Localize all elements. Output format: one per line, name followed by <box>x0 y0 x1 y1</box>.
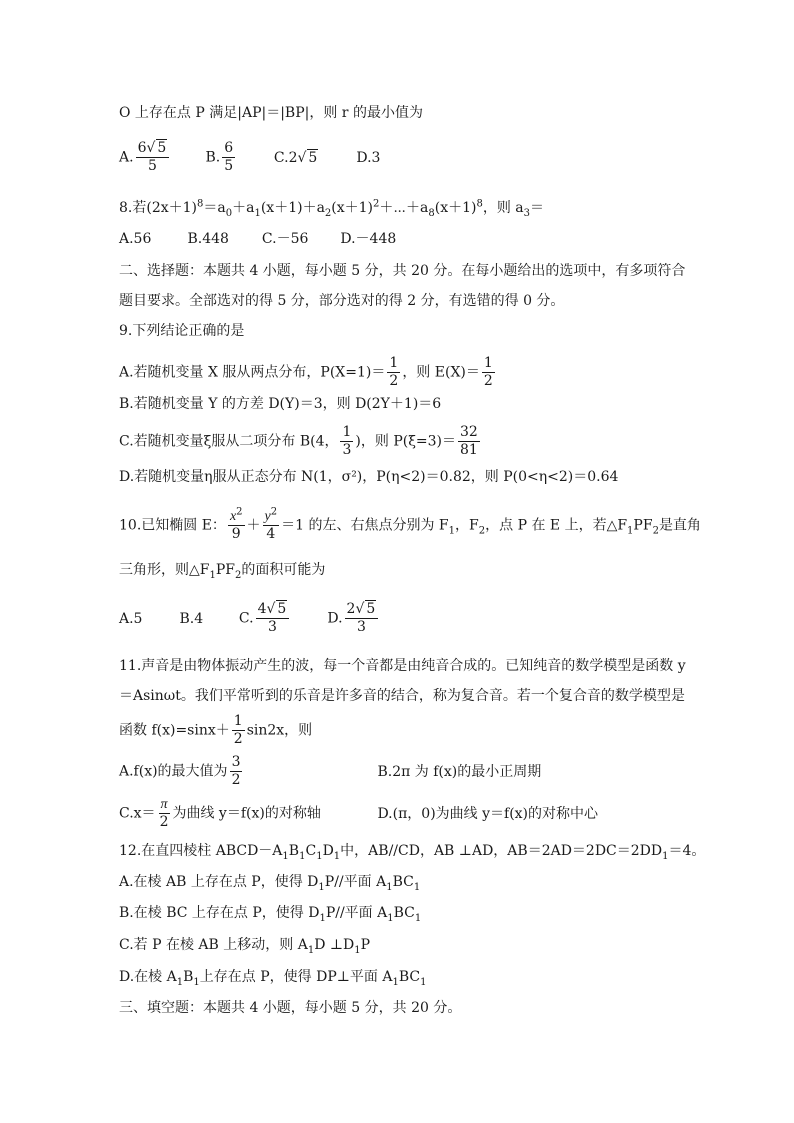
q11-option-a: A.f(x)的最大值为 $\frac{3}{2}$ <box>119 754 241 788</box>
q7-option-d: D.3 <box>356 149 381 166</box>
q11-option-c: C.x＝ $\frac{\pi}{2}$ 为曲线 y＝f(x)的对称轴 <box>119 797 321 830</box>
q9-stem: 9.下列结论正确的是 <box>119 323 245 339</box>
q11-options-ab <box>119 754 541 789</box>
q8-stem: 8.若$(2x+1)^8=a_0+a_1(x+1)+a_2(x+1)^2+\cdots+a_8(x+1)^8$，则 $a_3=$ <box>119 198 545 219</box>
q9-option-a: A.若随机变量 X 服从两点分布，P(X=1)＝ $\frac{1}{2}$ ，则 E(X)＝ $\frac{1}{2}$ <box>119 355 493 389</box>
q11-line3: 函数 f(x)=sinx＋ $\frac{1}{2}$ sin2x，则 <box>119 713 313 747</box>
q9-option-c: C.若随机变量ξ服从二项分布 B(4， $\frac{1}{3}$ )，则 P(ξ=3)＝ $\frac{32}{81}$ <box>119 424 478 458</box>
q10-stem-line2: 三角形，则$\triangle F_1PF_2$的面积可能为 <box>119 562 326 581</box>
q10-stem: 10.已知椭圆 E： $\frac{x^2}{9}$ ＋ $\frac{y^2}{4}$ ＝1 的左、右焦点分别为 $F_1$，$F_2$，点 P 在 E 上，若$\triangle F_1PF_2$是直角 <box>119 506 701 542</box>
q8-option-c: C.－56 <box>261 231 309 247</box>
q10-options <box>119 601 380 636</box>
section2-line2: 题目要求。全部选对的得 5 分，部分选对的得 2 分，有选错的得 0 分。 <box>119 293 565 309</box>
q11-option-d: D.(π，0)为曲线 y＝f(x)的对称中心 <box>377 805 599 822</box>
q12-option-d: D.在棱 $A_1B_1$上存在点 P，使得 DP⊥平面 $A_1BC_1$ <box>119 969 427 988</box>
q8-options <box>119 229 396 249</box>
q7-option-a: A. $\frac{6√ 5}{5}$ <box>119 140 201 175</box>
q7-options <box>119 140 380 175</box>
q8-option-b: B.448 <box>187 231 229 247</box>
q12-option-b: B.在棱 BC 上存在点 P，使得 $D_1P//$平面 $A_1BC_1$ <box>119 905 422 924</box>
q12-option-a: A.在棱 AB 上存在点 P，使得 $D_1P//$平面 $A_1BC_1$ <box>119 874 421 893</box>
q12-stem: 12.在直四棱柱 $ABCD-A_1B_1C_1D_1$中，AB//CD，AB ⊥AD，$AB=2AD=2DC=2DD_1=4$。 <box>119 843 706 862</box>
q10-option-c: C. $\frac{4√ 5}{3}$ <box>239 601 323 636</box>
q7-stem <box>119 103 423 123</box>
section3-line1: 三、填空题：本题共 4 小题，每小题 5 分，共 20 分。 <box>119 1000 462 1016</box>
q7-option-b: B. $\frac{6}{5}$ <box>205 140 234 174</box>
section2-line1: 二、选择题：本题共 4 小题，每小题 5 分，共 20 分。在每小题给出的选项中，有多项符合 <box>119 263 686 279</box>
q7-option-c: C.2√ 5 <box>273 149 318 166</box>
q11-options-cd <box>119 796 598 831</box>
q9-option-d: D.若随机变量η服从正态分布 N(1，σ²)，P(η<2)＝0.82，则 P(0<η<2)＝0.64 <box>119 469 619 485</box>
q11-option-b: B.2π 为 f(x)的最小正周期 <box>377 763 542 780</box>
q8-option-d: D.－448 <box>340 231 397 247</box>
q8-option-a: A.56 <box>119 231 152 247</box>
q9-option-b: B.若随机变量 Y 的方差 D(Y)＝3，则 D(2Y＋1)＝6 <box>119 396 442 412</box>
q12-option-c: C.若 P 在棱 AB 上移动，则 $A_1D$ $\perp D_1P$ <box>119 937 371 956</box>
q10-option-b: B.4 <box>179 610 204 627</box>
q10-option-a: A.5 <box>119 610 143 627</box>
q11-line1: 11.声音是由物体振动产生的波，每一个音都是由纯音合成的。已知纯音的数学模型是函数 y <box>119 658 686 674</box>
q7-stem-text: O 上存在点 P 满足|AP|＝|BP|，则 r 的最小值为 <box>119 105 423 121</box>
q11-line2: ＝Asinωt。我们平常听到的乐音是许多音的结合，称为复合音。若一个复合音的数学模型是 <box>119 688 685 704</box>
q10-option-d: D. $\frac{2√ 5}{3}$ <box>327 601 380 636</box>
